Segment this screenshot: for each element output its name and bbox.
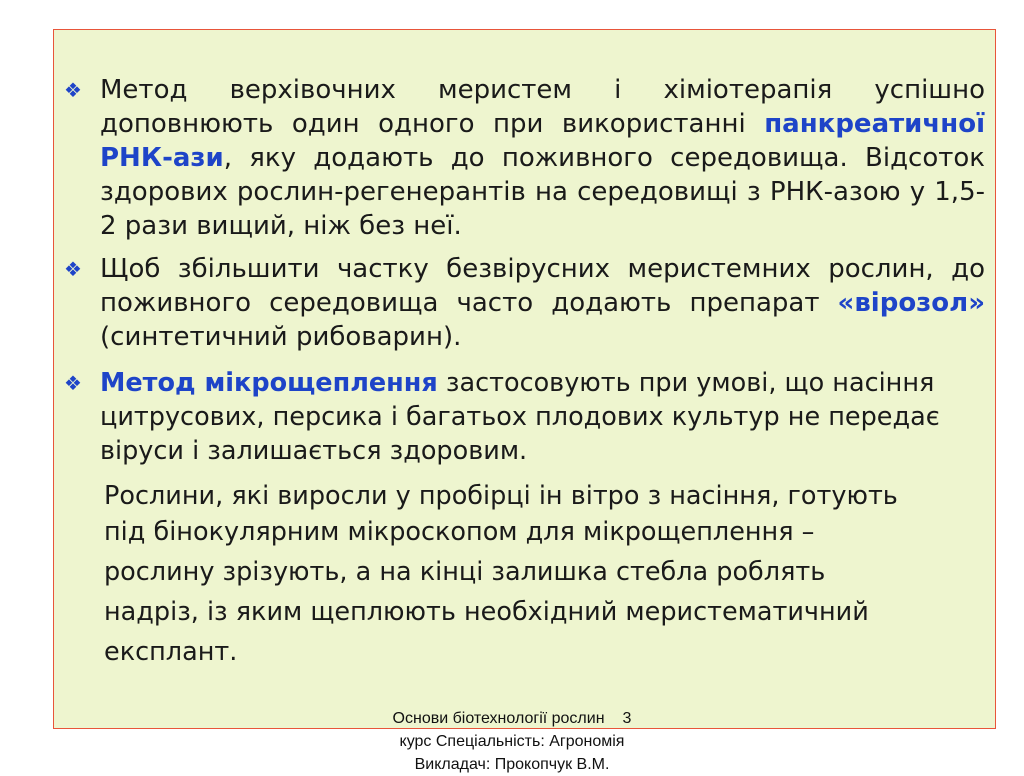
bullet-2-text-pre: Щоб збільшити частку безвірусних меристемних рослин, до поживного середовища часто додають препарат [100,254,985,318]
page-number: 3 [622,710,632,727]
bullet-2-highlight: «вірозол» [837,288,985,318]
footer-line-1 [340,707,684,730]
bullet-3-highlight: Метод мікрощеплення [100,368,438,398]
bullet-3-text-post: застосовують при умові, що насіння цитрусових, персика і багатьох плодових культур не передає віруси і залишається здоровим. [100,368,940,466]
paragraph-line: рослину зрізують, а на кінці залишка стебла роблять [104,557,826,587]
paragraph-line: під бінокулярним мікроскопом для мікрощеплення – [104,517,815,547]
diamond-bullet-icon: ❖ [64,78,82,102]
footer-lecturer: Викладач: Прокопчук В.М. [414,756,610,773]
bullet-1 [100,73,985,243]
microgrfting-paragraph [104,478,989,670]
paragraph-line: Рослини, які виросли у пробірці ін вітро з насіння, готують [104,481,898,511]
footer-course-title: Основи біотехнології рослин [392,710,605,727]
paragraph-line: надріз, із яким щеплюють необхідний меристематичний [104,597,869,627]
paragraph-line: експлант. [104,637,238,667]
bullet-2-text-post: (синтетичний рибоварин). [100,322,462,352]
diamond-bullet-icon: ❖ [64,257,82,281]
bullet-1-highlight: панкреатичної РНК-ази [100,109,985,173]
slide-footer [340,707,684,776]
bullet-1-text-post: , яку додають до поживного середовища. Відсоток здорових рослин-регенерантів на середовищі з РНК-азою у 1,5-2 рази вищий, ніж без неї. [100,143,985,241]
bullet-2 [100,252,985,354]
diamond-bullet-icon: ❖ [64,371,82,395]
bullet-1-text-pre: Метод верхівочних меристем і хіміотерапія успішно доповнюють один одного при використанні [100,75,985,139]
bullet-3 [100,366,985,468]
footer-specialty: курс Спеціальність: Агрономія [399,733,625,750]
